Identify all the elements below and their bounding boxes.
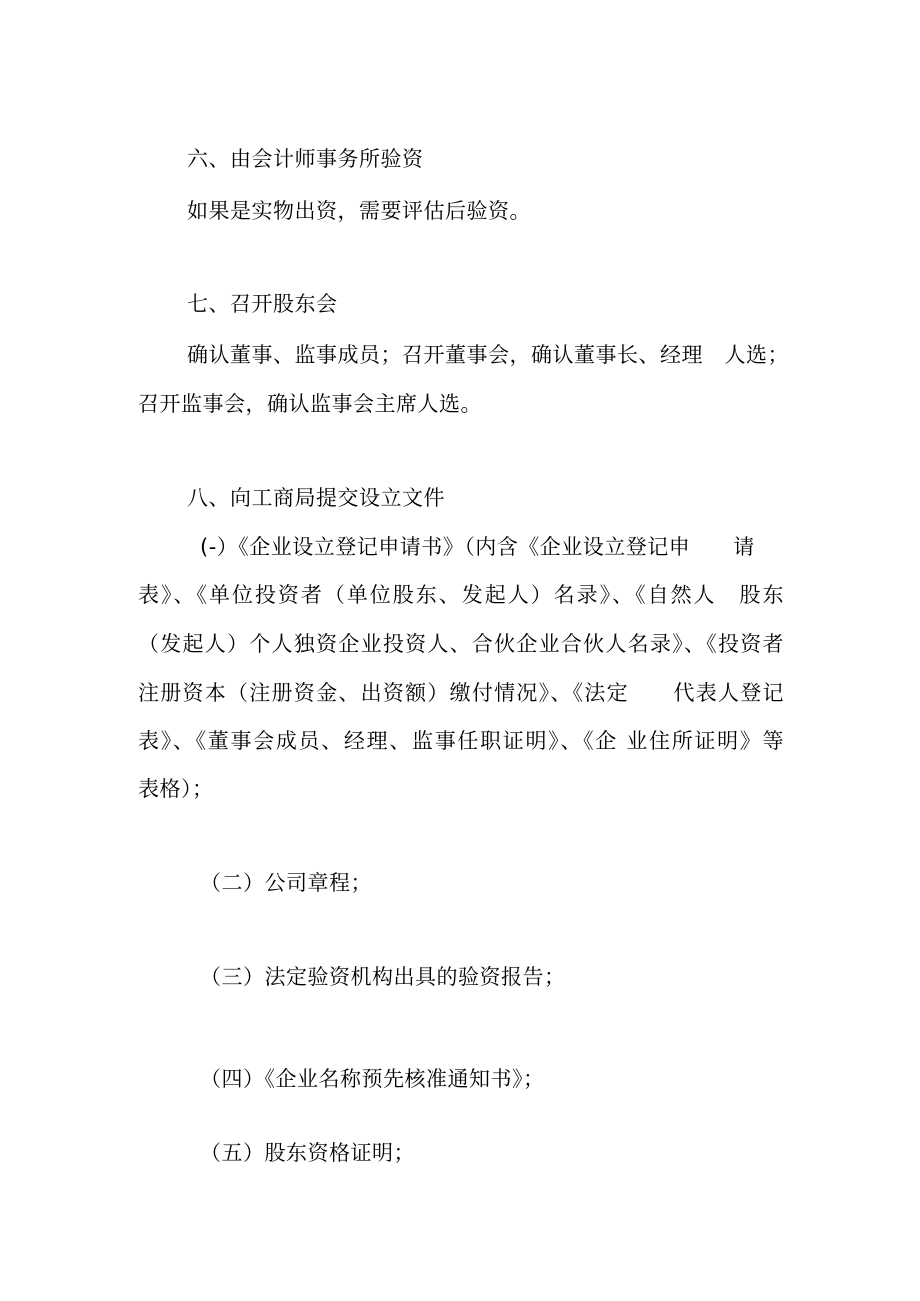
section8-item1-line: 表格）；: [138, 777, 214, 801]
section8-item1-line: (-）《企业设立登记申请书》（内含《企业设立登记申 请: [200, 535, 755, 559]
section6-heading: 六、由会计师事务所验资: [187, 147, 424, 171]
section8-item3: （三）法定验资机构出具的验资报告；: [200, 965, 566, 989]
section8-heading: 八、向工商局提交设立文件: [187, 486, 445, 510]
section7-heading: 七、召开股东会: [187, 292, 338, 316]
section8-item5: （五）股东资格证明；: [200, 1141, 415, 1165]
section8-item1-line: 表》、《单位投资者（单位股东、发起人）名录》、《自然人 股东: [138, 583, 784, 607]
section7-body-line: 确认董事、监事成员；召开董事会，确认董事长、经理 人选；: [187, 343, 789, 367]
section8-item1-line: 注册资本（注册资金、出资额）缴付情况》、《法定 代表人登记: [138, 681, 784, 705]
section6-body: 如果是实物出资，需要评估后验资。: [187, 199, 531, 223]
section8-item2: （二）公司章程；: [200, 871, 372, 895]
section7-body-line: 召开监事会，确认监事会主席人选。: [138, 392, 482, 416]
section8-item1-line: （发起人）个人独资企业投资人、合伙企业合伙人名录》、《投资者: [138, 632, 784, 656]
section8-item1-line: 表》、《董事会成员、经理、监事任职证明》、《企 业住所证明》等: [138, 729, 784, 753]
section8-item4: （四）《企业名称预先核准通知书》；: [200, 1067, 545, 1091]
